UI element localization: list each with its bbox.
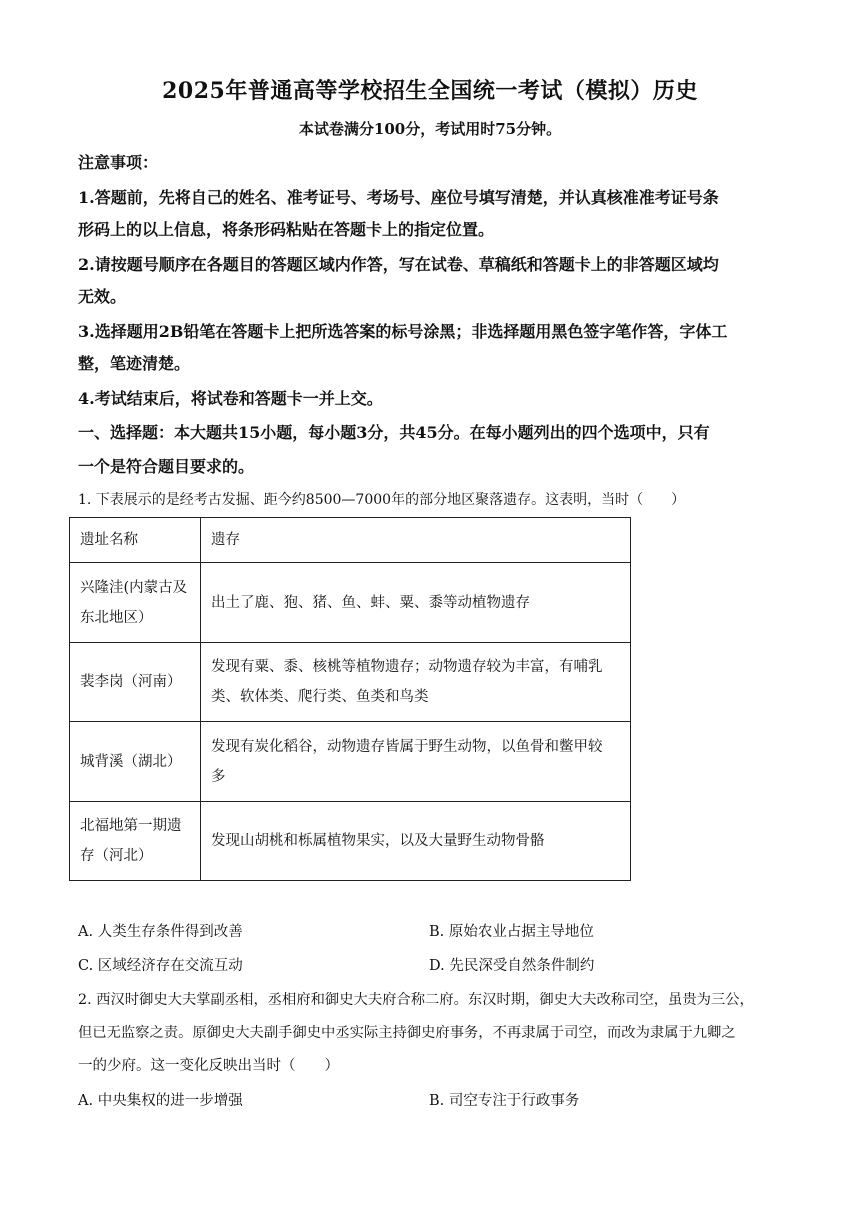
note-3-line-2: 整，笔迹清楚。 bbox=[78, 354, 191, 373]
q1-option-c: C. 区域经济存在交流互动 bbox=[78, 958, 243, 974]
q1-option-d: D. 先民深受自然条件制约 bbox=[429, 958, 595, 974]
section-1-heading-line-1: 一、选择题：本大题共15小题，每小题3分，共45分。在每小题列出的四个选项中，只有 bbox=[78, 423, 710, 442]
question-2-stem-line-3: 一的少府。这一变化反映出当时（ ） bbox=[78, 1058, 339, 1074]
relic-line: 发现有炭化稻谷，动物遗存皆属于野生动物，以鱼骨和鳖甲较 bbox=[211, 738, 603, 755]
table-row bbox=[70, 802, 631, 881]
table-cell-site bbox=[70, 802, 201, 881]
exam-title: 2025年普通高等学校招生全国统一考试（模拟）历史 bbox=[162, 78, 698, 104]
relics-table bbox=[69, 517, 631, 881]
relic-line: 多 bbox=[211, 768, 226, 785]
table-cell-relics bbox=[201, 722, 631, 802]
site-name-line: 裴李岗（河南） bbox=[80, 674, 182, 690]
table-cell-relics bbox=[201, 563, 631, 643]
notes-heading: 注意事项： bbox=[78, 153, 159, 172]
site-name-line: 兴隆洼(内蒙古及 bbox=[80, 579, 188, 596]
relic-line: 发现山胡桃和栎属植物果实，以及大量野生动物骨骼 bbox=[211, 833, 545, 849]
exam-subtitle: 本试卷满分100分，考试用时75分钟。 bbox=[298, 120, 562, 138]
question-2-stem-line-1: 2. 西汉时御史大夫掌副丞相，丞相府和御史大夫府合称二府。东汉时期，御史大夫改称司空，虽贵为三公， bbox=[78, 992, 754, 1008]
site-name-line: 城背溪（湖北） bbox=[80, 753, 182, 770]
note-1-line-1: 1.答题前，先将自己的姓名、准考证号、考场号、座位号填写清楚，并认真核准准考证号条 bbox=[78, 188, 719, 207]
note-3-line-1: 3.选择题用2B铅笔在答题卡上把所选答案的标号涂黑；非选择题用黑色签字笔作答，字体工 bbox=[78, 322, 728, 341]
table-cell-relics bbox=[201, 802, 631, 881]
table-cell-relics bbox=[201, 643, 631, 722]
relic-line: 出土了鹿、狍、猪、鱼、蚌、粟、黍等动植物遗存 bbox=[211, 594, 530, 611]
site-name-line: 东北地区） bbox=[80, 609, 153, 626]
note-2-line-2: 无效。 bbox=[78, 287, 127, 306]
relic-line: 发现有粟、黍、核桃等植物遗存；动物遗存较为丰富，有哺乳 bbox=[211, 659, 603, 675]
q1-option-b: B. 原始农业占据主导地位 bbox=[429, 924, 594, 940]
question-2-stem-line-2: 但已无监察之责。原御史大夫副手御史中丞实际主持御史府事务，不再隶属于司空，而改为隶属于九卿之 bbox=[78, 1025, 736, 1041]
site-name-line: 北福地第一期遗 bbox=[80, 818, 182, 834]
table-cell-site bbox=[70, 643, 201, 722]
q2-option-b: B. 司空专注于行政事务 bbox=[429, 1093, 580, 1109]
table-cell-site bbox=[70, 563, 201, 643]
table-row bbox=[70, 722, 631, 802]
site-name-line: 存（河北） bbox=[80, 848, 153, 864]
table-header-relics: 遗存 bbox=[201, 518, 631, 563]
table-row bbox=[70, 563, 631, 643]
table-row bbox=[70, 643, 631, 722]
table-cell-site bbox=[70, 722, 201, 802]
table-header-row bbox=[70, 518, 631, 563]
relic-line: 类、软体类、爬行类、鱼类和鸟类 bbox=[211, 689, 429, 705]
note-1-line-2: 形码上的以上信息，将条形码粘贴在答题卡上的指定位置。 bbox=[78, 220, 495, 239]
q1-option-a: A. 人类生存条件得到改善 bbox=[78, 924, 243, 940]
note-2-line-1: 2.请按题号顺序在各题目的答题区域内作答，写在试卷、草稿纸和答题卡上的非答题区域均 bbox=[78, 255, 719, 274]
q2-option-a: A. 中央集权的进一步增强 bbox=[78, 1093, 243, 1109]
note-4: 4.考试结束后，将试卷和答题卡一并上交。 bbox=[78, 389, 383, 408]
section-1-heading-line-2: 一个是符合题目要求的。 bbox=[78, 457, 255, 476]
table-header-site: 遗址名称 bbox=[70, 518, 201, 563]
question-1-stem: 1. 下表展示的是经考古发掘、距今约8500—7000年的部分地区聚落遗存。这表明，当时（ ） bbox=[78, 492, 686, 508]
